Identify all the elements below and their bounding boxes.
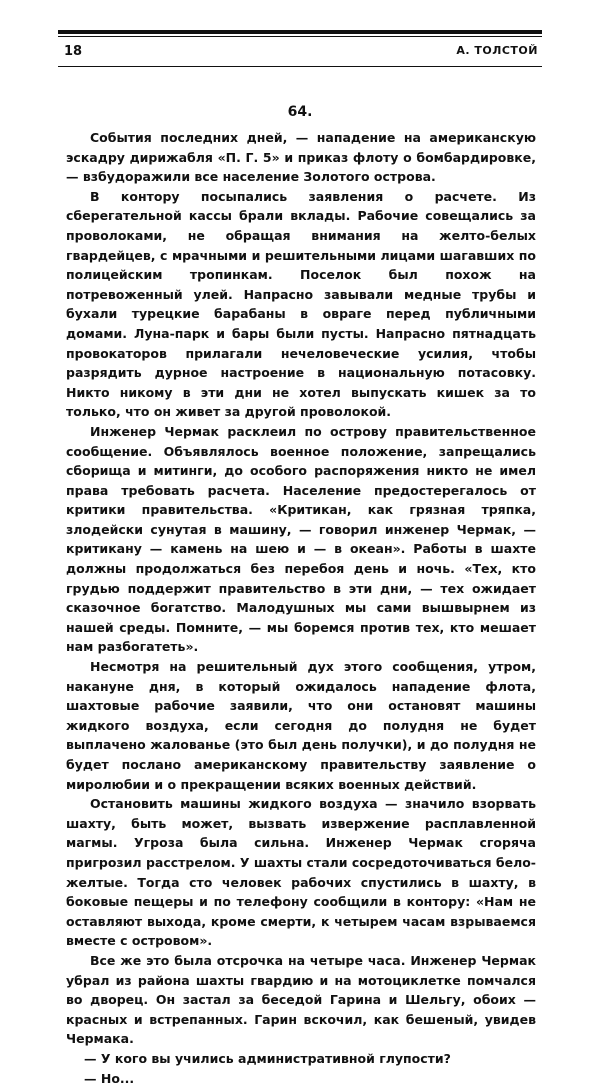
header-thin-rule	[58, 36, 542, 37]
dialogue-line: — Но...	[66, 1069, 536, 1088]
dialogue-line: — У кого вы учились административной глупости?	[66, 1049, 536, 1069]
paragraph: Инженер Чермак расклеил по острову правительственное сообщение. Объявлялось военное положение, запрещались сборища и митинги, до особого распоряжения никто не имел права требовать расчета. Население предостерегалось от критики правительства. «Критикан, как грязная тряпка, злодейски сунутая в машину, — говорил инженер Чермак, — критикану — камень на шею и — в океан». Работы в шахте должны продолжаться без перебоя день и ночь. «Тех, кто грудью поддержит правительство в эти дни, — тех ожидает сказочное богатство. Малодушных мы сами вышвырнем из нашей среды. Помните, — мы боремся против тех, кто мешает нам разбогатеть».	[66, 422, 536, 657]
body-text	[66, 128, 536, 1088]
paragraph: Все же это была отсрочка на четыре часа. Инженер Чермак убрал из района шахты гвардию и на мотоциклетке помчался во дворец. Он застал за беседой Гарина и Шельгу, обоих — красных и встрепанных. Гарин вскочил, как бешеный, увидев Чермака.	[66, 951, 536, 1049]
paragraph: Остановить машины жидкого воздуха — значило взорвать шахту, быть может, вызвать извержение расплавленной магмы. Угроза была сильна. Инженер Чермак сгоряча пригрозил расстрелом. У шахты стали сосредоточиваться бело-желтые. Тогда сто человек рабочих спустились в шахту, в боковые пещеры и по телефону сообщили в контору: «Нам не оставляют выхода, кроме смерти, к четырем часам взрываемся вместе с островом».	[66, 794, 536, 951]
running-header-author: А. ТОЛСТОЙ	[456, 44, 538, 57]
page-number: 18	[64, 44, 82, 59]
header-bottom-rule	[58, 66, 542, 67]
chapter-number: 64.	[0, 104, 600, 120]
running-header	[60, 44, 540, 62]
paragraph: События последних дней, — нападение на американскую эскадру дирижабля «П. Г. 5» и приказ флоту о бомбардировке, — взбудоражили все население Золотого острова.	[66, 128, 536, 187]
paragraph: Несмотря на решительный дух этого сообщения, утром, накануне дня, в который ожидалось нападение флота, шахтовые рабочие заявили, что они остановят машины жидкого воздуха, если сегодня до полудня не будет выплачено жалованье (это был день получки), и до полудня не будет послано американскому правительству заявление о миролюбии и о прекращении всяких военных действий.	[66, 657, 536, 794]
paragraph: В контору посыпались заявления о расчете. Из сберегательной кассы брали вклады. Рабочие совещались за проволоками, не обращая внимания на желто-белых гвардейцев, с мрачными и решительными лицами шагавших по полицейским тропинкам. Поселок был похож на потревоженный улей. Напрасно завывали медные трубы и бухали турецкие барабаны в овраге перед публичными домами. Луна-парк и бары были пусты. Напрасно пятнадцать провокаторов прилагали нечеловеческие усилия, чтобы разрядить дурное настроение в национальную потасовку. Никто никому в эти дни не хотел выпускать кишек за то только, что он живет за другой проволокой.	[66, 187, 536, 422]
header-thick-rule	[58, 30, 542, 34]
